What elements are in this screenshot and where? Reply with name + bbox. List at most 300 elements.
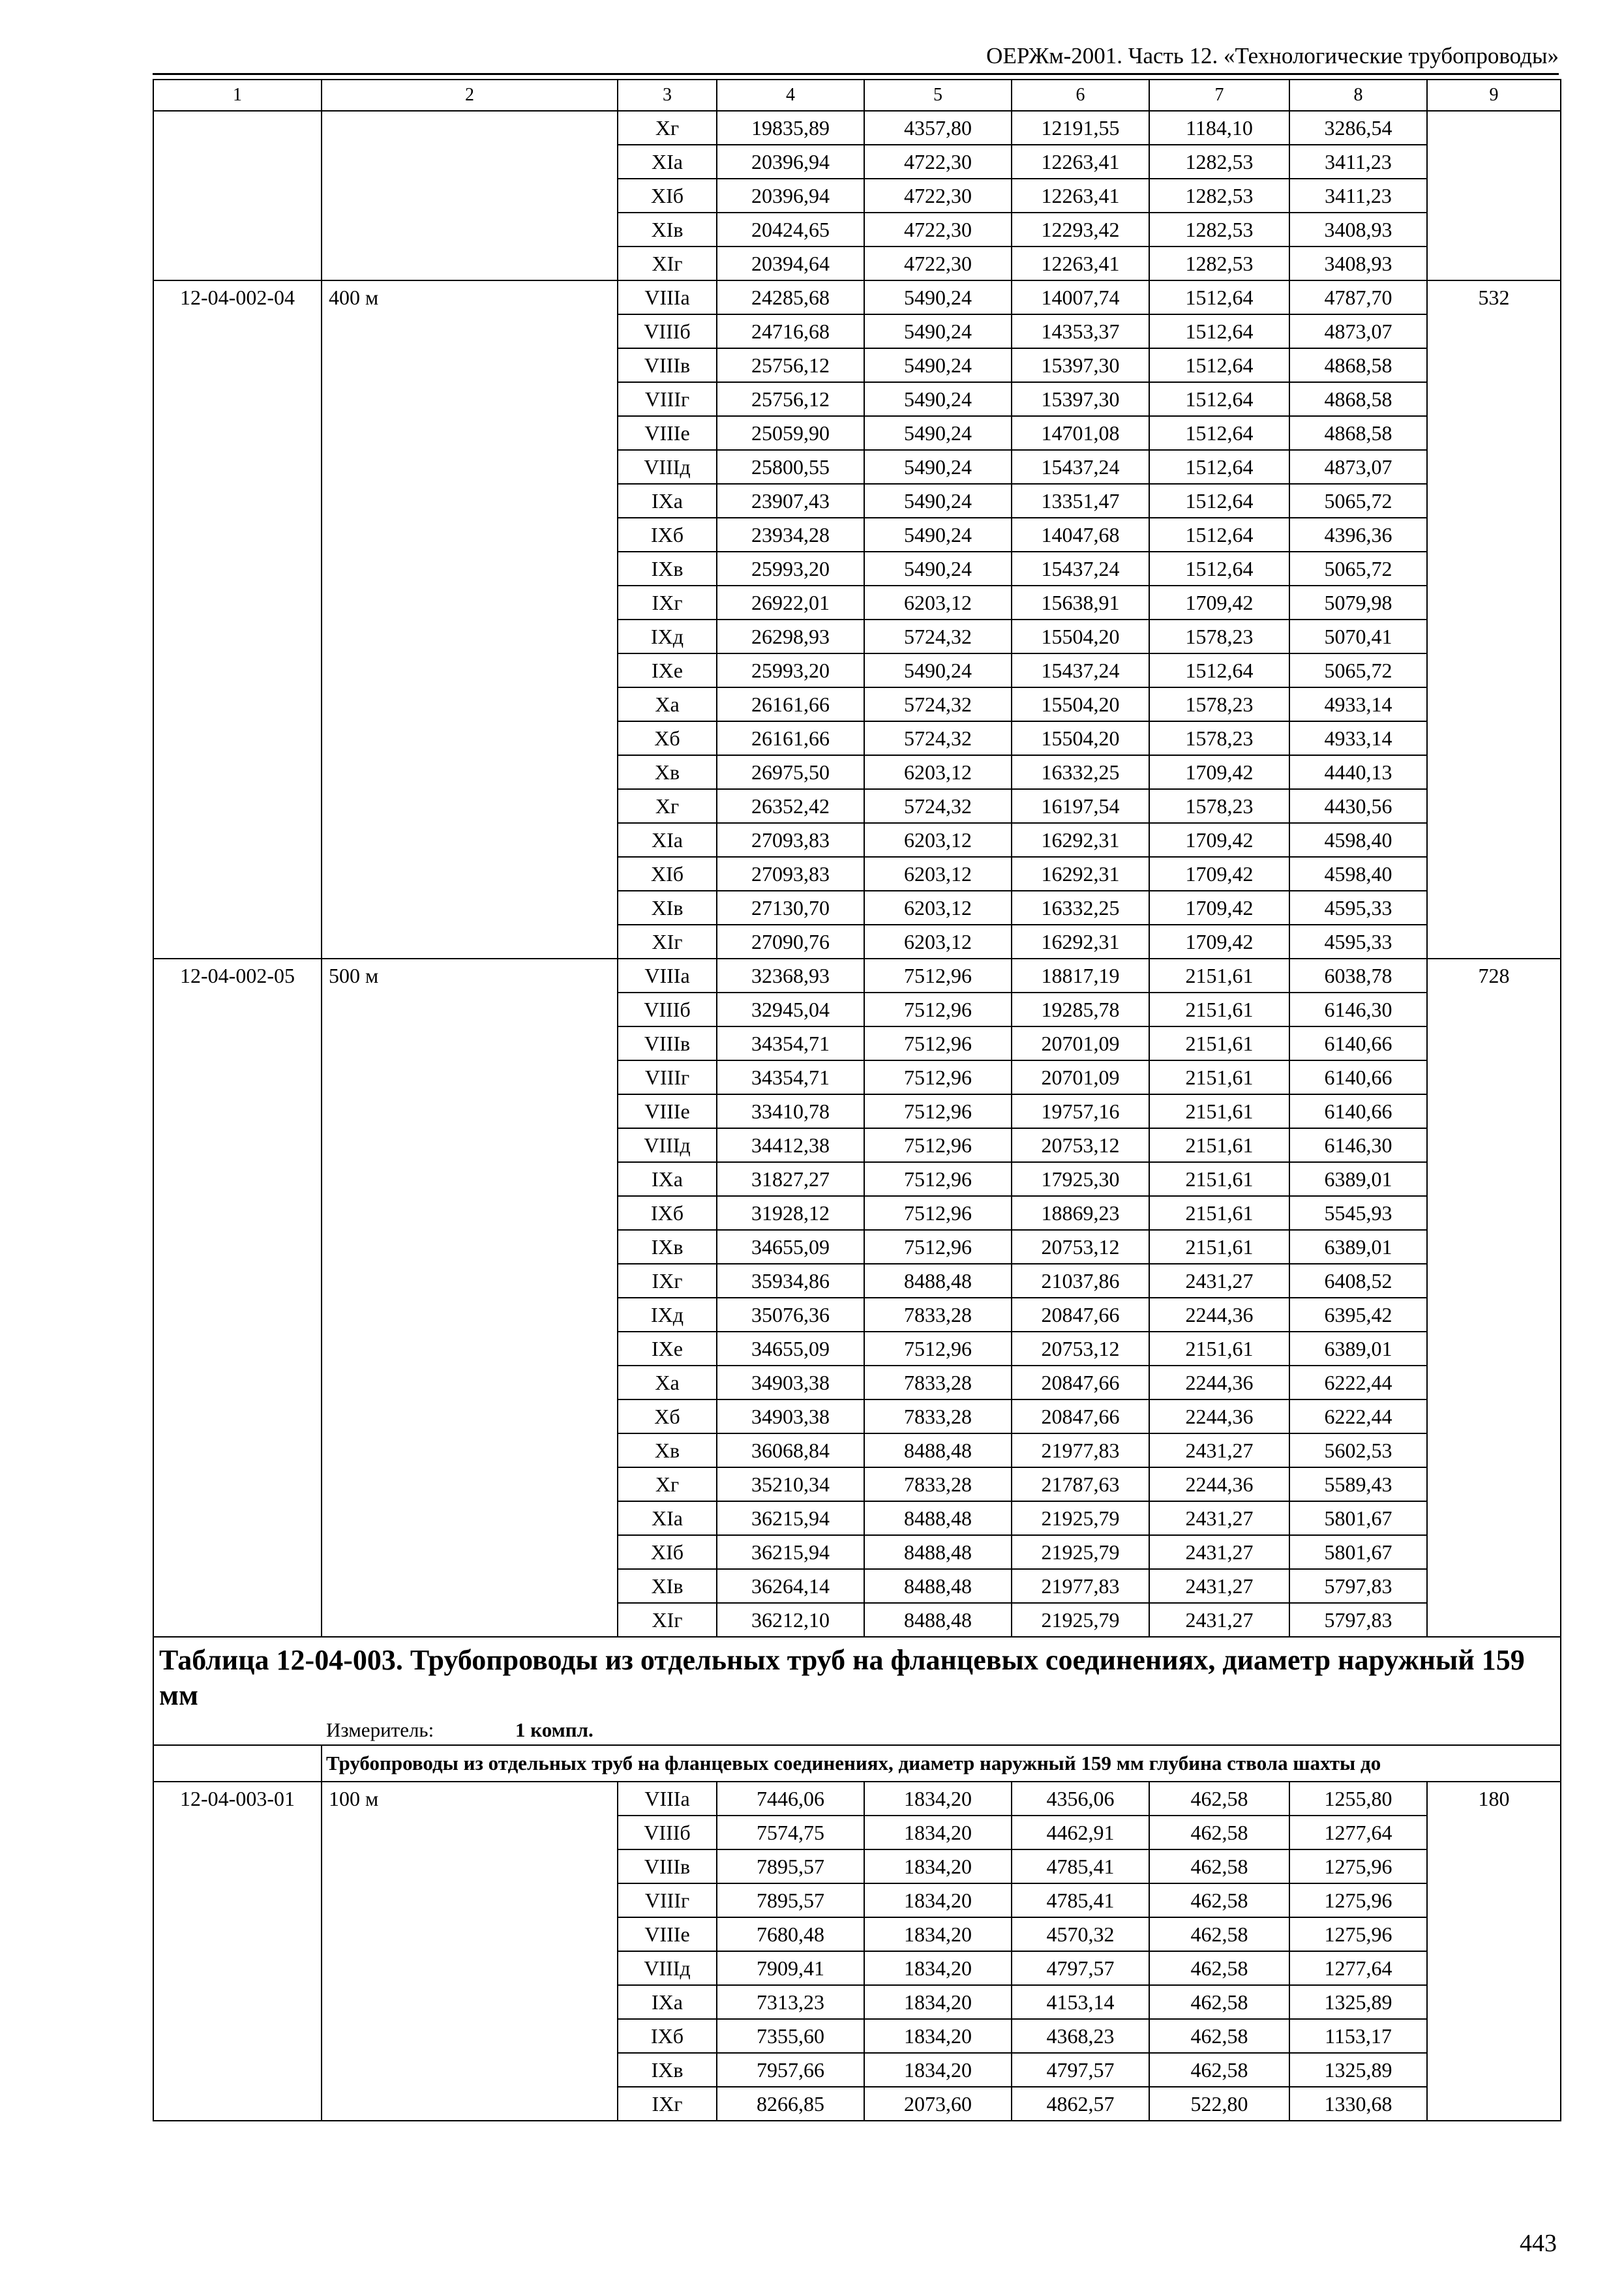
machine-cost-cell: 4356,06	[1012, 1782, 1149, 1816]
materials-cell: 3411,23	[1289, 179, 1427, 213]
materials-cell: 4396,36	[1289, 518, 1427, 552]
machinist-wages-cell: 2244,36	[1149, 1298, 1289, 1332]
wages-cell: 1834,20	[864, 1883, 1012, 1917]
materials-cell: 4595,33	[1289, 925, 1427, 959]
machinist-wages-cell: 2151,61	[1149, 1026, 1289, 1060]
wages-cell: 5490,24	[864, 348, 1012, 382]
wages-cell: 7833,28	[864, 1467, 1012, 1501]
region-cell: Xб	[618, 721, 717, 755]
machinist-wages-cell: 2431,27	[1149, 1569, 1289, 1603]
wages-cell: 8488,48	[864, 1433, 1012, 1467]
region-cell: Xг	[618, 789, 717, 823]
machine-cost-cell: 4368,23	[1012, 2019, 1149, 2053]
column-number-cell: 1	[153, 80, 322, 111]
rates-table	[153, 79, 1561, 2121]
rate-code-cell: 12-04-002-04	[153, 280, 322, 959]
total-cost-cell: 34903,38	[717, 1366, 864, 1399]
total-cost-cell: 24285,68	[717, 280, 864, 314]
column-number-cell: 2	[322, 80, 618, 111]
machine-cost-cell: 12293,42	[1012, 213, 1149, 247]
region-cell: XIa	[618, 145, 717, 179]
machine-cost-cell: 19285,78	[1012, 993, 1149, 1026]
region-cell: XIг	[618, 925, 717, 959]
column-number-cell: 8	[1289, 80, 1427, 111]
rates-table-body	[153, 80, 1561, 2121]
machine-cost-cell: 15504,20	[1012, 687, 1149, 721]
materials-cell: 4933,14	[1289, 721, 1427, 755]
materials-cell: 5065,72	[1289, 653, 1427, 687]
total-cost-cell: 7909,41	[717, 1951, 864, 1985]
machinist-wages-cell: 2151,61	[1149, 1162, 1289, 1196]
machinist-wages-cell: 1709,42	[1149, 823, 1289, 857]
total-cost-cell: 7895,57	[717, 1849, 864, 1883]
machine-cost-cell: 14353,37	[1012, 314, 1149, 348]
measure-label: Измеритель:	[326, 1718, 434, 1741]
total-cost-cell: 7895,57	[717, 1883, 864, 1917]
machine-cost-cell: 20753,12	[1012, 1128, 1149, 1162]
wages-cell: 7512,96	[864, 1060, 1012, 1094]
subheading-blank-cell	[153, 1745, 322, 1782]
total-cost-cell: 7446,06	[717, 1782, 864, 1816]
machinist-wages-cell: 1578,23	[1149, 721, 1289, 755]
machinist-wages-cell: 2151,61	[1149, 1128, 1289, 1162]
machinist-wages-cell: 1709,42	[1149, 586, 1289, 620]
wages-cell: 8488,48	[864, 1603, 1012, 1637]
machine-cost-cell: 18817,19	[1012, 959, 1149, 993]
region-cell: VIIIг	[618, 1883, 717, 1917]
total-cost-cell: 25756,12	[717, 382, 864, 416]
machinist-wages-cell: 1578,23	[1149, 687, 1289, 721]
region-cell: IXг	[618, 586, 717, 620]
materials-cell: 4868,58	[1289, 416, 1427, 450]
machine-cost-cell: 20847,66	[1012, 1366, 1149, 1399]
wages-cell: 5724,32	[864, 721, 1012, 755]
region-cell: XIв	[618, 213, 717, 247]
rate-description-cell: 100 м	[322, 1782, 618, 2121]
page-number: 443	[1520, 2230, 1557, 2257]
labor-norm-cell: 180	[1427, 1782, 1561, 2121]
region-cell: IXб	[618, 2019, 717, 2053]
region-cell: XIб	[618, 857, 717, 891]
machine-cost-cell: 4153,14	[1012, 1985, 1149, 2019]
machine-cost-cell: 20701,09	[1012, 1026, 1149, 1060]
measure-line	[154, 1716, 1560, 1744]
machine-cost-cell: 4797,57	[1012, 1951, 1149, 1985]
wages-cell: 5490,24	[864, 416, 1012, 450]
machinist-wages-cell: 1512,64	[1149, 348, 1289, 382]
materials-cell: 6140,66	[1289, 1026, 1427, 1060]
machine-cost-cell: 16292,31	[1012, 823, 1149, 857]
region-cell: Xг	[618, 111, 717, 145]
machinist-wages-cell: 2151,61	[1149, 1094, 1289, 1128]
machinist-wages-cell: 462,58	[1149, 1951, 1289, 1985]
region-cell: IXa	[618, 1162, 717, 1196]
region-cell: IXб	[618, 518, 717, 552]
total-cost-cell: 35076,36	[717, 1298, 864, 1332]
materials-cell: 5070,41	[1289, 620, 1427, 653]
machinist-wages-cell: 2151,61	[1149, 959, 1289, 993]
materials-cell: 5797,83	[1289, 1569, 1427, 1603]
wages-cell: 8488,48	[864, 1535, 1012, 1569]
wages-cell: 5490,24	[864, 653, 1012, 687]
machinist-wages-cell: 2431,27	[1149, 1501, 1289, 1535]
region-cell: XIб	[618, 179, 717, 213]
machine-cost-cell: 20847,66	[1012, 1298, 1149, 1332]
total-cost-cell: 32368,93	[717, 959, 864, 993]
total-cost-cell: 25059,90	[717, 416, 864, 450]
machinist-wages-cell: 462,58	[1149, 1849, 1289, 1883]
machinist-wages-cell: 2151,61	[1149, 1196, 1289, 1230]
total-cost-cell: 26975,50	[717, 755, 864, 789]
region-cell: Xв	[618, 755, 717, 789]
total-cost-cell: 25993,20	[717, 653, 864, 687]
total-cost-cell: 36264,14	[717, 1569, 864, 1603]
total-cost-cell: 31928,12	[717, 1196, 864, 1230]
total-cost-cell: 31827,27	[717, 1162, 864, 1196]
materials-cell: 6222,44	[1289, 1366, 1427, 1399]
table-row	[153, 280, 1561, 314]
machinist-wages-cell: 1512,64	[1149, 518, 1289, 552]
wages-cell: 8488,48	[864, 1569, 1012, 1603]
table-title: Таблица 12-04-003. Трубопроводы из отдельных труб на фланцевых соединениях, диаметр наружный 159 мм	[153, 1637, 1561, 1716]
materials-cell: 6038,78	[1289, 959, 1427, 993]
wages-cell: 1834,20	[864, 1917, 1012, 1951]
machinist-wages-cell: 462,58	[1149, 1883, 1289, 1917]
machine-cost-cell: 20847,66	[1012, 1399, 1149, 1433]
machine-cost-cell: 18869,23	[1012, 1196, 1149, 1230]
materials-cell: 5065,72	[1289, 484, 1427, 518]
wages-cell: 6203,12	[864, 925, 1012, 959]
region-cell: IXг	[618, 2087, 717, 2121]
wages-cell: 5490,24	[864, 518, 1012, 552]
rate-description-cell	[322, 111, 618, 280]
machinist-wages-cell: 1512,64	[1149, 484, 1289, 518]
machine-cost-cell: 13351,47	[1012, 484, 1149, 518]
rate-code-cell: 12-04-003-01	[153, 1782, 322, 2121]
region-cell: XIг	[618, 1603, 717, 1637]
machinist-wages-cell: 1512,64	[1149, 382, 1289, 416]
machine-cost-cell: 20753,12	[1012, 1230, 1149, 1264]
materials-cell: 1277,64	[1289, 1816, 1427, 1849]
wages-cell: 4722,30	[864, 145, 1012, 179]
measure-value: 1 компл.	[515, 1718, 594, 1741]
total-cost-cell: 7355,60	[717, 2019, 864, 2053]
materials-cell: 6408,52	[1289, 1264, 1427, 1298]
wages-cell: 1834,20	[864, 1849, 1012, 1883]
machine-cost-cell: 20753,12	[1012, 1332, 1149, 1366]
running-header-title: ОЕРЖм-2001. Часть 12. «Технологические трубопроводы»	[986, 43, 1559, 68]
labor-norm-cell	[1427, 111, 1561, 280]
total-cost-cell: 26352,42	[717, 789, 864, 823]
region-cell: Xв	[618, 1433, 717, 1467]
column-number-cell: 6	[1012, 80, 1149, 111]
machine-cost-cell: 14047,68	[1012, 518, 1149, 552]
wages-cell: 7512,96	[864, 1332, 1012, 1366]
page-header	[153, 38, 1559, 75]
materials-cell: 1330,68	[1289, 2087, 1427, 2121]
machinist-wages-cell: 462,58	[1149, 1782, 1289, 1816]
total-cost-cell: 34354,71	[717, 1060, 864, 1094]
region-cell: XIa	[618, 823, 717, 857]
measure-row	[153, 1716, 1561, 1745]
machine-cost-cell: 21787,63	[1012, 1467, 1149, 1501]
total-cost-cell: 26161,66	[717, 721, 864, 755]
labor-norm-cell: 532	[1427, 280, 1561, 959]
machine-cost-cell: 4797,57	[1012, 2053, 1149, 2087]
region-cell: VIIIв	[618, 1849, 717, 1883]
wages-cell: 6203,12	[864, 823, 1012, 857]
wages-cell: 1834,20	[864, 1782, 1012, 1816]
total-cost-cell: 34903,38	[717, 1399, 864, 1433]
total-cost-cell: 7957,66	[717, 2053, 864, 2087]
total-cost-cell: 33410,78	[717, 1094, 864, 1128]
machine-cost-cell: 21925,79	[1012, 1501, 1149, 1535]
total-cost-cell: 23907,43	[717, 484, 864, 518]
machine-cost-cell: 21925,79	[1012, 1603, 1149, 1637]
materials-cell: 4595,33	[1289, 891, 1427, 925]
total-cost-cell: 36215,94	[717, 1501, 864, 1535]
machinist-wages-cell: 1282,53	[1149, 247, 1289, 280]
table-title-row	[153, 1637, 1561, 1716]
wages-cell: 6203,12	[864, 857, 1012, 891]
region-cell: VIIIб	[618, 314, 717, 348]
wages-cell: 7833,28	[864, 1298, 1012, 1332]
wages-cell: 7833,28	[864, 1366, 1012, 1399]
materials-cell: 6222,44	[1289, 1399, 1427, 1433]
materials-cell: 1277,64	[1289, 1951, 1427, 1985]
machine-cost-cell: 15397,30	[1012, 348, 1149, 382]
rate-description-cell: 500 м	[322, 959, 618, 1637]
wages-cell: 1834,20	[864, 2053, 1012, 2087]
column-number-cell: 4	[717, 80, 864, 111]
total-cost-cell: 36068,84	[717, 1433, 864, 1467]
total-cost-cell: 32945,04	[717, 993, 864, 1026]
region-cell: XIв	[618, 1569, 717, 1603]
wages-cell: 5490,24	[864, 450, 1012, 484]
machinist-wages-cell: 1709,42	[1149, 857, 1289, 891]
materials-cell: 6389,01	[1289, 1230, 1427, 1264]
rate-code-cell: 12-04-002-05	[153, 959, 322, 1637]
total-cost-cell: 36212,10	[717, 1603, 864, 1637]
materials-cell: 4440,13	[1289, 755, 1427, 789]
wages-cell: 7512,96	[864, 1230, 1012, 1264]
machine-cost-cell: 4862,57	[1012, 2087, 1149, 2121]
wages-cell: 1834,20	[864, 1816, 1012, 1849]
materials-cell: 6140,66	[1289, 1060, 1427, 1094]
machinist-wages-cell: 1512,64	[1149, 280, 1289, 314]
materials-cell: 1325,89	[1289, 1985, 1427, 2019]
wages-cell: 6203,12	[864, 755, 1012, 789]
wages-cell: 5724,32	[864, 687, 1012, 721]
materials-cell: 3408,93	[1289, 213, 1427, 247]
region-cell: XIг	[618, 247, 717, 280]
machinist-wages-cell: 2244,36	[1149, 1467, 1289, 1501]
region-cell: Xг	[618, 1467, 717, 1501]
materials-cell: 1325,89	[1289, 2053, 1427, 2087]
machine-cost-cell: 15437,24	[1012, 450, 1149, 484]
machinist-wages-cell: 1512,64	[1149, 653, 1289, 687]
machinist-wages-cell: 1709,42	[1149, 755, 1289, 789]
machine-cost-cell: 4570,32	[1012, 1917, 1149, 1951]
materials-cell: 5801,67	[1289, 1501, 1427, 1535]
materials-cell: 5602,53	[1289, 1433, 1427, 1467]
machinist-wages-cell: 1282,53	[1149, 179, 1289, 213]
region-cell: VIIIб	[618, 1816, 717, 1849]
total-cost-cell: 34655,09	[717, 1230, 864, 1264]
region-cell: VIIIг	[618, 382, 717, 416]
machine-cost-cell: 16332,25	[1012, 891, 1149, 925]
machinist-wages-cell: 462,58	[1149, 2019, 1289, 2053]
labor-norm-cell: 728	[1427, 959, 1561, 1637]
region-cell: Xa	[618, 1366, 717, 1399]
region-cell: VIIIe	[618, 1094, 717, 1128]
materials-cell: 1275,96	[1289, 1917, 1427, 1951]
subheading: Трубопроводы из отдельных труб на фланцевых соединениях, диаметр наружный 159 мм глубина ствола шахты до	[322, 1745, 1561, 1782]
total-cost-cell: 34655,09	[717, 1332, 864, 1366]
wages-cell: 2073,60	[864, 2087, 1012, 2121]
materials-cell: 4873,07	[1289, 450, 1427, 484]
materials-cell: 5801,67	[1289, 1535, 1427, 1569]
machinist-wages-cell: 1512,64	[1149, 314, 1289, 348]
table-row	[153, 959, 1561, 993]
materials-cell: 4868,58	[1289, 348, 1427, 382]
machine-cost-cell: 12263,41	[1012, 247, 1149, 280]
total-cost-cell: 27093,83	[717, 823, 864, 857]
wages-cell: 5490,24	[864, 382, 1012, 416]
machinist-wages-cell: 2151,61	[1149, 993, 1289, 1026]
machine-cost-cell: 15437,24	[1012, 653, 1149, 687]
machinist-wages-cell: 1709,42	[1149, 891, 1289, 925]
machine-cost-cell: 21977,83	[1012, 1433, 1149, 1467]
total-cost-cell: 27090,76	[717, 925, 864, 959]
materials-cell: 4787,70	[1289, 280, 1427, 314]
total-cost-cell: 25756,12	[717, 348, 864, 382]
total-cost-cell: 27093,83	[717, 857, 864, 891]
materials-cell: 5545,93	[1289, 1196, 1427, 1230]
total-cost-cell: 26298,93	[717, 620, 864, 653]
region-cell: VIIIa	[618, 1782, 717, 1816]
wages-cell: 7512,96	[864, 1162, 1012, 1196]
total-cost-cell: 36215,94	[717, 1535, 864, 1569]
machinist-wages-cell: 462,58	[1149, 2053, 1289, 2087]
table-row	[153, 111, 1561, 145]
region-cell: IXв	[618, 1230, 717, 1264]
subheading-row	[153, 1745, 1561, 1782]
machinist-wages-cell: 1709,42	[1149, 925, 1289, 959]
wages-cell: 7512,96	[864, 1026, 1012, 1060]
table-row	[153, 1782, 1561, 1816]
machine-cost-cell: 16292,31	[1012, 857, 1149, 891]
total-cost-cell: 24716,68	[717, 314, 864, 348]
machine-cost-cell: 16332,25	[1012, 755, 1149, 789]
region-cell: XIa	[618, 1501, 717, 1535]
materials-cell: 4868,58	[1289, 382, 1427, 416]
region-cell: VIIIд	[618, 450, 717, 484]
wages-cell: 7512,96	[864, 1128, 1012, 1162]
machine-cost-cell: 15638,91	[1012, 586, 1149, 620]
wages-cell: 5724,32	[864, 789, 1012, 823]
wages-cell: 7512,96	[864, 993, 1012, 1026]
machine-cost-cell: 16292,31	[1012, 925, 1149, 959]
wages-cell: 7512,96	[864, 959, 1012, 993]
column-number-row	[153, 80, 1561, 111]
region-cell: VIIIв	[618, 348, 717, 382]
machine-cost-cell: 14701,08	[1012, 416, 1149, 450]
machinist-wages-cell: 1282,53	[1149, 145, 1289, 179]
wages-cell: 7833,28	[864, 1399, 1012, 1433]
total-cost-cell: 35210,34	[717, 1467, 864, 1501]
materials-cell: 5797,83	[1289, 1603, 1427, 1637]
wages-cell: 6203,12	[864, 586, 1012, 620]
total-cost-cell: 23934,28	[717, 518, 864, 552]
region-cell: IXa	[618, 1985, 717, 2019]
machinist-wages-cell: 2244,36	[1149, 1399, 1289, 1433]
region-cell: VIIIa	[618, 959, 717, 993]
machine-cost-cell: 21037,86	[1012, 1264, 1149, 1298]
total-cost-cell: 34354,71	[717, 1026, 864, 1060]
machine-cost-cell: 12191,55	[1012, 111, 1149, 145]
total-cost-cell: 25800,55	[717, 450, 864, 484]
total-cost-cell: 7680,48	[717, 1917, 864, 1951]
machine-cost-cell: 21925,79	[1012, 1535, 1149, 1569]
region-cell: VIIIa	[618, 280, 717, 314]
machinist-wages-cell: 462,58	[1149, 1816, 1289, 1849]
machine-cost-cell: 4785,41	[1012, 1849, 1149, 1883]
machine-cost-cell: 21977,83	[1012, 1569, 1149, 1603]
machine-cost-cell: 20701,09	[1012, 1060, 1149, 1094]
wages-cell: 4722,30	[864, 179, 1012, 213]
machine-cost-cell: 15504,20	[1012, 620, 1149, 653]
region-cell: XIв	[618, 891, 717, 925]
column-number-cell: 3	[618, 80, 717, 111]
machinist-wages-cell: 2431,27	[1149, 1603, 1289, 1637]
region-cell: IXa	[618, 484, 717, 518]
materials-cell: 1275,96	[1289, 1849, 1427, 1883]
wages-cell: 8488,48	[864, 1264, 1012, 1298]
total-cost-cell: 20394,64	[717, 247, 864, 280]
region-cell: VIIIд	[618, 1128, 717, 1162]
machinist-wages-cell: 522,80	[1149, 2087, 1289, 2121]
region-cell: IXд	[618, 1298, 717, 1332]
region-cell: VIIIв	[618, 1026, 717, 1060]
total-cost-cell: 7313,23	[717, 1985, 864, 2019]
wages-cell: 6203,12	[864, 891, 1012, 925]
materials-cell: 1153,17	[1289, 2019, 1427, 2053]
machine-cost-cell: 15504,20	[1012, 721, 1149, 755]
wages-cell: 1834,20	[864, 1985, 1012, 2019]
region-cell: IXв	[618, 2053, 717, 2087]
machine-cost-cell: 15397,30	[1012, 382, 1149, 416]
total-cost-cell: 20396,94	[717, 145, 864, 179]
wages-cell: 8488,48	[864, 1501, 1012, 1535]
materials-cell: 4933,14	[1289, 687, 1427, 721]
wages-cell: 5490,24	[864, 552, 1012, 586]
region-cell: VIIIг	[618, 1060, 717, 1094]
wages-cell: 7512,96	[864, 1196, 1012, 1230]
machinist-wages-cell: 2431,27	[1149, 1535, 1289, 1569]
machine-cost-cell: 16197,54	[1012, 789, 1149, 823]
rate-description-cell: 400 м	[322, 280, 618, 959]
machinist-wages-cell: 2244,36	[1149, 1366, 1289, 1399]
materials-cell: 5079,98	[1289, 586, 1427, 620]
region-cell: IXв	[618, 552, 717, 586]
materials-cell: 1275,96	[1289, 1883, 1427, 1917]
machinist-wages-cell: 1578,23	[1149, 789, 1289, 823]
region-cell: IXг	[618, 1264, 717, 1298]
total-cost-cell: 27130,70	[717, 891, 864, 925]
total-cost-cell: 34412,38	[717, 1128, 864, 1162]
region-cell: IXд	[618, 620, 717, 653]
